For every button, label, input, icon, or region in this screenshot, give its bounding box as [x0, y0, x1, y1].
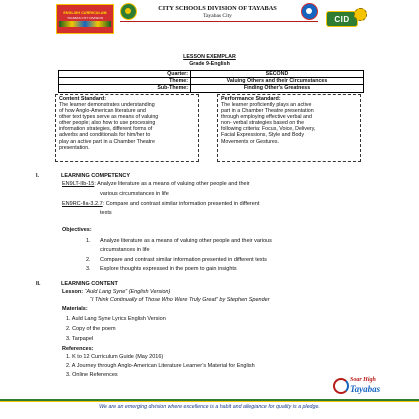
performance-standard-box: [217, 94, 361, 162]
material-item: 2. Copy of the poem: [66, 326, 116, 332]
competency-1: [62, 181, 250, 188]
text-line: Facial Expressions, Style and Body: [221, 132, 305, 139]
meta-label: Quarter:: [59, 71, 191, 78]
reference-item: 1. K to 12 Curriculum Guide (May 2016): [66, 354, 164, 360]
text-line: through employing effective verbal and: [221, 114, 312, 121]
lesson-line-1: [62, 289, 170, 296]
logo-left-line1: ENGLISH CURRICULUM: [63, 11, 107, 16]
material-item: 1. Auld Lang Syne Lyrics English Version: [66, 316, 166, 322]
competency-2-cont: texts: [100, 210, 112, 216]
section-1-title: LEARNING COMPETENCY: [61, 173, 131, 179]
table-row: [59, 71, 364, 78]
section-2-number: II.: [36, 281, 41, 287]
performance-standard-heading: Performance Standard:: [221, 96, 281, 102]
competency-code: EN9LT-IIb-15: [62, 181, 95, 187]
text-line: part in a Chamber Theatre presentation: [221, 108, 314, 115]
division-title: CITY SCHOOLS DIVISION OF TAYABAS: [158, 5, 277, 12]
text-line: The learner demonstrates understanding: [59, 102, 155, 108]
objective-text: Analyze literature as a means of valuing other people and their various: [100, 238, 272, 244]
text-line: information strategies, different forms of: [59, 126, 153, 133]
material-item: 3. Tarpapel: [66, 336, 94, 342]
division-city: Tayabas City: [203, 13, 232, 19]
competency-code: EN9RC-IIa-3.2.7: [62, 201, 103, 207]
section-1-number: I.: [36, 173, 40, 179]
swirl-icon: [333, 378, 349, 394]
meta-value: Finding Other's Greatness: [191, 85, 364, 92]
table-row: [59, 78, 364, 85]
grade-level: Grade 9-English: [189, 61, 230, 67]
text-line: of how Anglo-American literature and: [59, 108, 146, 115]
objective-number: 3.: [86, 266, 91, 272]
content-standard-box: [55, 94, 199, 162]
text-line: following criteria: Focus, Voice, Delivery,: [221, 126, 316, 133]
cid-logo: [326, 5, 368, 29]
text-line: non- verbal strategies based on the: [221, 120, 305, 127]
text-line: The learner proficiently plays an active: [221, 102, 312, 108]
references-label: References:: [62, 346, 94, 352]
footer-logo-line2: Tayabas: [350, 384, 381, 394]
content-standard-text: [59, 102, 195, 151]
meta-value: SECOND: [191, 71, 364, 78]
soar-high-tayabas-logo: [333, 376, 397, 398]
logo-left-line2: TAYABAS CITY DIVISION: [67, 15, 103, 20]
text-line: play an active part in a Chamber Theatre: [59, 138, 155, 145]
header-divider: [120, 21, 318, 22]
text-line: Movements or Gestures.: [221, 138, 279, 145]
competency-1-cont: various circumstances in life: [100, 191, 169, 197]
objective-number: 2.: [86, 257, 91, 263]
section-2-title: LEARNING CONTENT: [61, 281, 118, 287]
english-curriculum-logo: [56, 4, 114, 34]
cid-logo-text: CID: [334, 14, 350, 24]
competency-text: : Analyze literature as a means of valuing other people and their: [94, 181, 250, 187]
lesson-poem-title: “I Think Continually of Those Who Were Truly Great” by Stephen Spender: [90, 297, 270, 303]
competency-text: : Compare and contrast similar information presented in different: [102, 201, 260, 207]
materials-label: Materials:: [62, 306, 88, 312]
objectives-label: Objectives:: [62, 227, 92, 233]
text-line: other text types serve as means of valuing: [59, 114, 159, 121]
meta-label: Theme:: [59, 78, 191, 85]
objective-text: Compare and contrast similar information presented in different texts: [100, 257, 267, 263]
performance-standard-text: [221, 102, 357, 145]
text-line: adverbs and conditionals for him/her to: [59, 132, 151, 139]
meta-value: Valuing Others and their Circumstances: [191, 78, 364, 85]
lesson-meta-table: [58, 70, 364, 93]
objective-text: Explore thoughts expressed in the poem to gain insights: [100, 266, 237, 272]
meta-label: Sub-Theme:: [59, 85, 191, 92]
lesson-song-title: “Auld Lang Syne” (English Version): [84, 289, 171, 295]
text-line: presentation.: [59, 144, 90, 151]
reference-item: 3. Online References: [66, 372, 118, 378]
reference-item: 2. A Journey through Anglo-American Literature Learner’s Material for English: [66, 363, 255, 369]
content-standard-heading: Content Standard:: [59, 96, 107, 102]
division-seal-icon: [301, 3, 318, 20]
objective-text-cont: circumstances in life: [100, 247, 150, 253]
footer-motto: We are an emerging division where excellence is a habit and allegiance for quality is a pledge.: [99, 404, 320, 410]
footer-divider-accent: [0, 401, 419, 402]
logo-left-strip: [59, 21, 111, 27]
footer-logo-line1: Soar High: [350, 377, 376, 383]
objective-number: 1.: [86, 238, 91, 244]
text-line: other people; also how to use processing: [59, 120, 156, 127]
competency-2: [62, 201, 259, 208]
gear-icon: [354, 8, 367, 21]
deped-seal-icon: [120, 3, 137, 20]
lesson-title: LESSON EXEMPLAR: [183, 54, 236, 60]
table-row: [59, 85, 364, 92]
lesson-label: Lesson:: [62, 289, 84, 295]
